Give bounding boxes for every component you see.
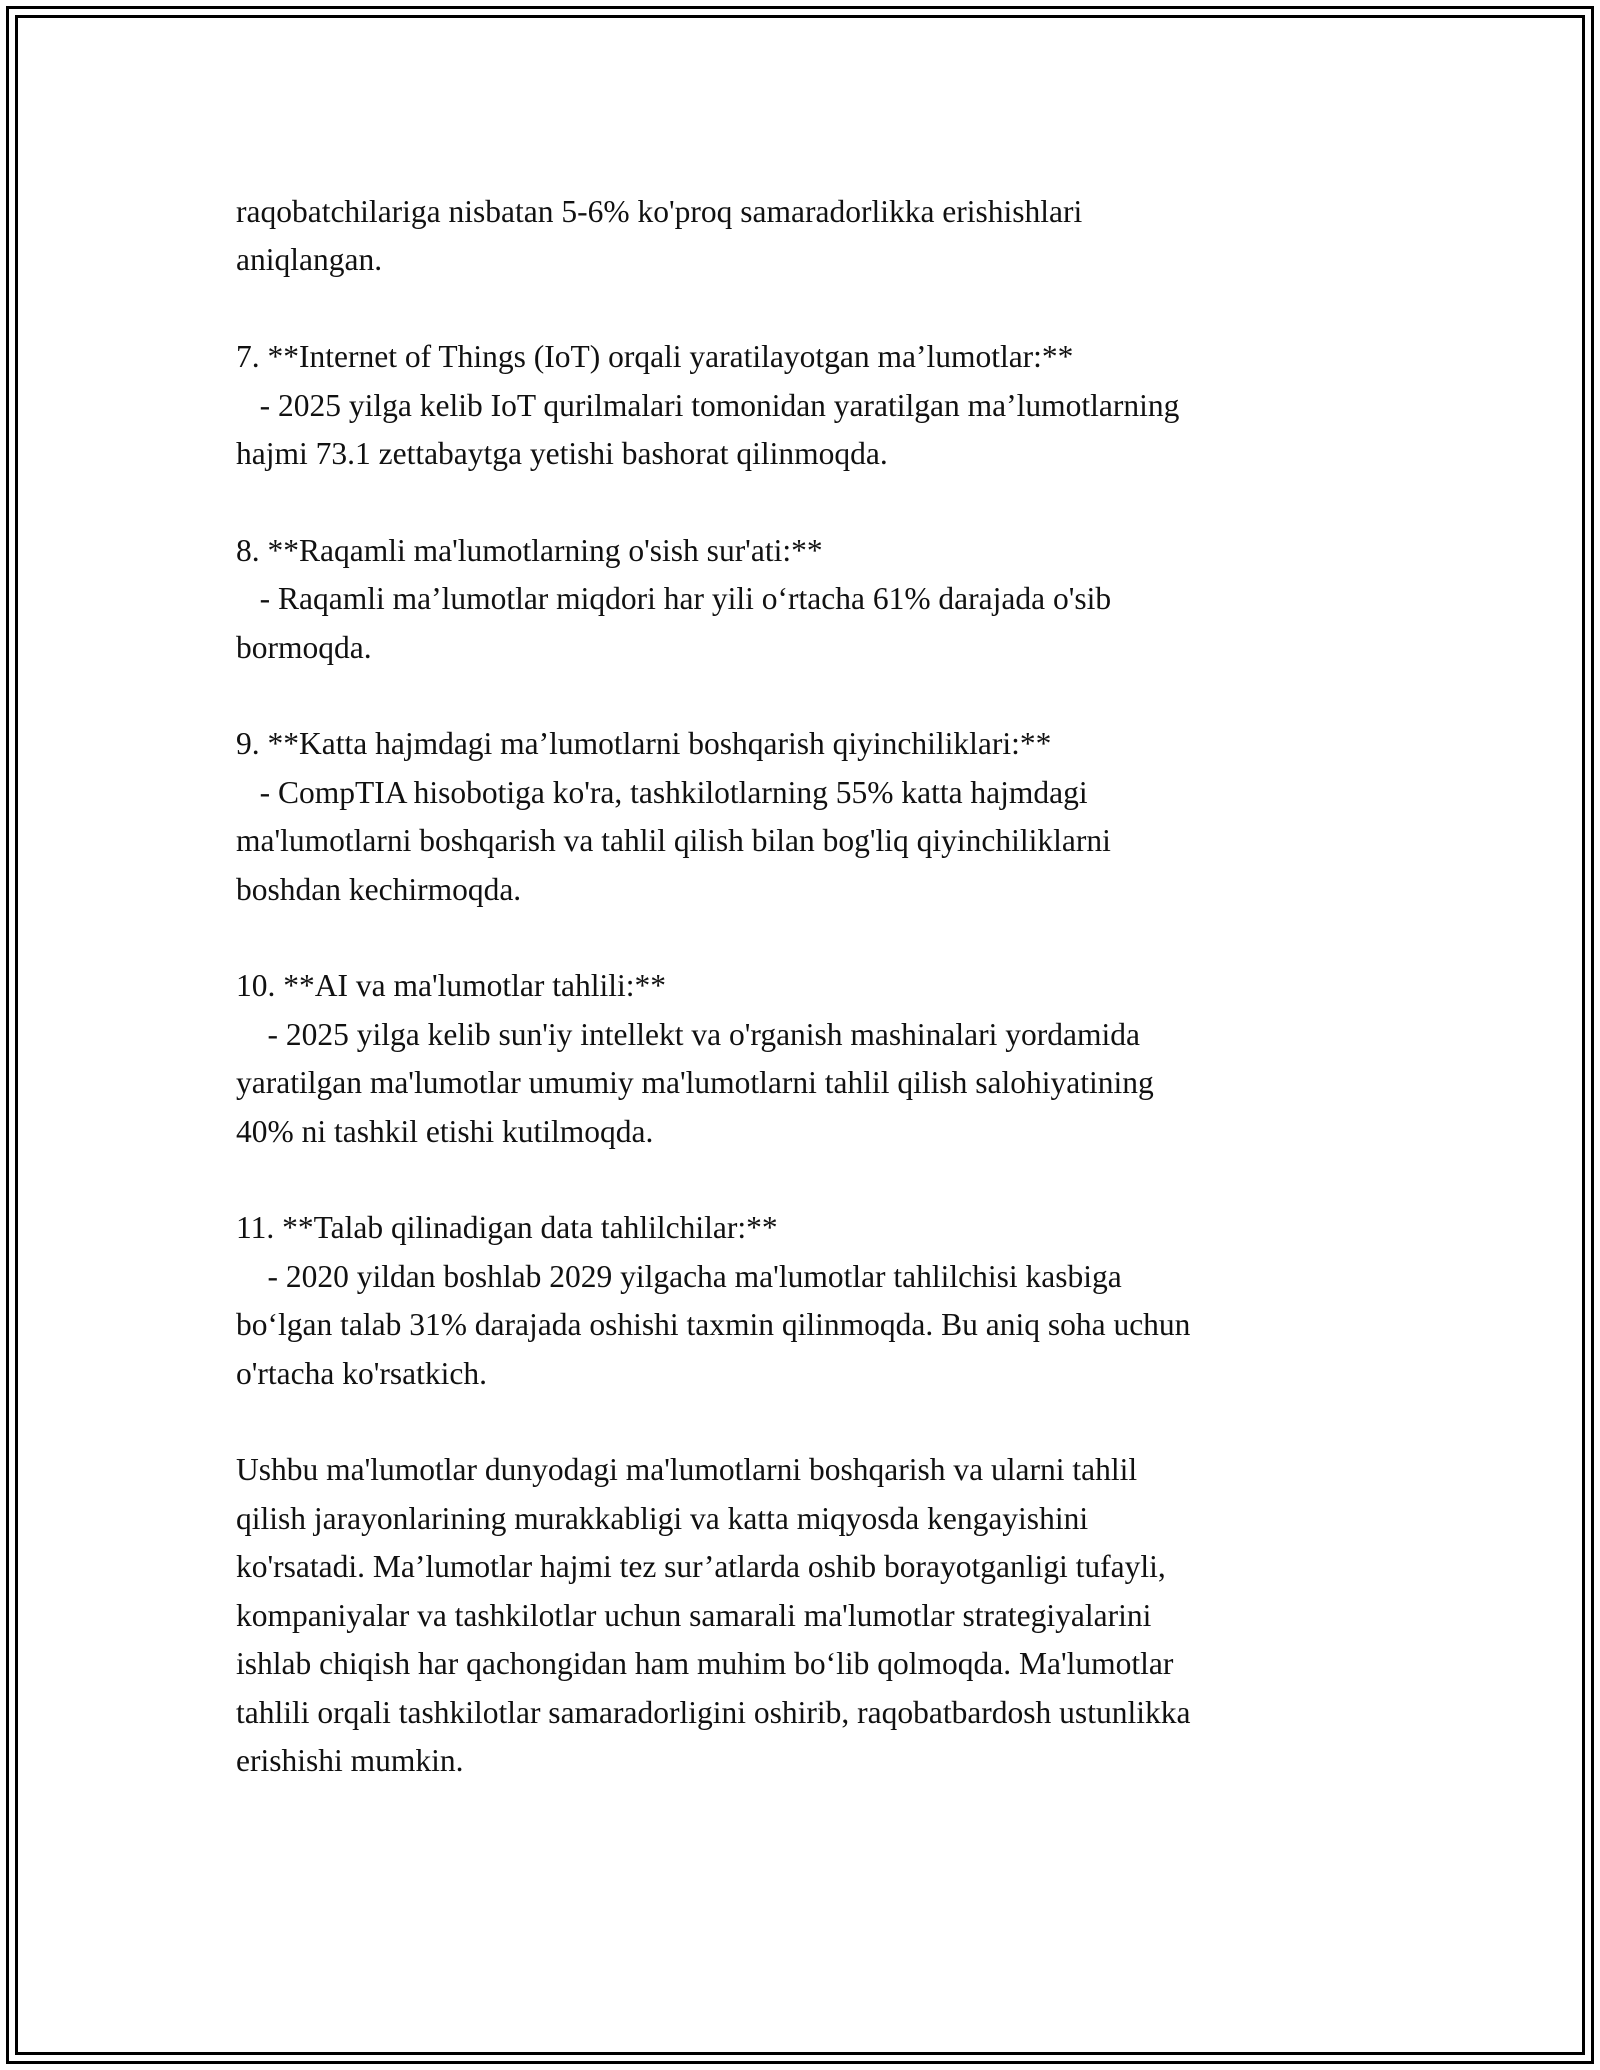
text-line: qilish jarayonlarining murakkabligi va katta miqyosda kengayishini <box>236 1500 1089 1536</box>
text-line: o'rtacha ko'rsatkich. <box>236 1355 488 1391</box>
text-line: - Raqamli ma’lumotlar miqdori har yili o‘rtacha 61% darajada o'sib <box>236 581 1112 617</box>
document-body <box>236 188 1356 1785</box>
text-line: ko'rsatadi. Ma’lumotlar hajmi tez sur’atlarda oshib borayotganligi tufayli, <box>236 1549 1166 1585</box>
item-heading: 8. **Raqamli ma'lumotlarning o'sish sur'ati:** <box>236 532 823 568</box>
text-line: aniqlangan. <box>236 242 383 278</box>
item-heading: 9. **Katta hajmdagi ma’lumotlarni boshqarish qiyinchiliklari:** <box>236 726 1052 762</box>
text-line: ishlab chiqish har qachongidan ham muhim bo‘lib qolmoqda. Ma'lumotlar <box>236 1646 1174 1682</box>
text-line: tahlili orqali tashkilotlar samaradorligini oshirib, raqobatbardosh ustunlikka <box>236 1694 1191 1730</box>
text-line: Ushbu ma'lumotlar dunyodagi ma'lumotlarni boshqarish va ularni tahlil <box>236 1452 1138 1488</box>
text-line: hajmi 73.1 zettabaytga yetishi bashorat qilinmoqda. <box>236 436 888 472</box>
list-item-7 <box>236 333 1356 478</box>
paragraph-gap <box>236 478 1356 526</box>
text-line: - 2020 yildan boshlab 2029 yilgacha ma'lumotlar tahlilchisi kasbiga <box>236 1258 1122 1294</box>
text-line: kompaniyalar va tashkilotlar uchun samarali ma'lumotlar strategiyalarini <box>236 1597 1152 1633</box>
text-line: ma'lumotlarni boshqarish va tahlil qilish bilan bog'liq qiyinchiliklarni <box>236 823 1111 859</box>
paragraph-gap <box>236 1398 1356 1446</box>
text-line: erishishi mumkin. <box>236 1742 464 1778</box>
text-line: bo‘lgan talab 31% darajada oshishi taxmin qilinmoqda. Bu aniq soha uchun <box>236 1307 1191 1343</box>
text-line: yaratilgan ma'lumotlar umumiy ma'lumotlarni tahlil qilish salohiyatining <box>236 1065 1154 1101</box>
text-line: - 2025 yilga kelib sun'iy intellekt va o'rganish mashinalari yordamida <box>236 1016 1140 1052</box>
paragraph-gap <box>236 914 1356 962</box>
item-heading: 10. **AI va ma'lumotlar tahlili:** <box>236 968 666 1004</box>
item-heading: 7. **Internet of Things (IoT) orqali yaratilayotgan ma’lumotlar:** <box>236 339 1074 375</box>
list-item-9 <box>236 720 1356 914</box>
list-item-8 <box>236 527 1356 672</box>
text-line: 40% ni tashkil etishi kutilmoqda. <box>236 1113 654 1149</box>
conclusion-paragraph <box>236 1446 1356 1785</box>
text-line: raqobatchilariga nisbatan 5-6% ko'proq samaradorlikka erishishlari <box>236 194 1083 229</box>
list-item-11 <box>236 1204 1356 1398</box>
paragraph-gap <box>236 285 1356 333</box>
paragraph-gap <box>236 672 1356 720</box>
intro-paragraph <box>236 188 1356 285</box>
text-line: boshdan kechirmoqda. <box>236 871 522 907</box>
text-line: - CompTIA hisobotiga ko'ra, tashkilotlarning 55% katta hajmdagi <box>236 774 1088 810</box>
text-line: - 2025 yilga kelib IoT qurilmalari tomonidan yaratilgan ma’lumotlarning <box>236 387 1180 423</box>
paragraph-gap <box>236 1156 1356 1204</box>
item-heading: 11. **Talab qilinadigan data tahlilchilar:** <box>236 1210 778 1246</box>
list-item-10 <box>236 962 1356 1156</box>
text-line: bormoqda. <box>236 629 372 665</box>
